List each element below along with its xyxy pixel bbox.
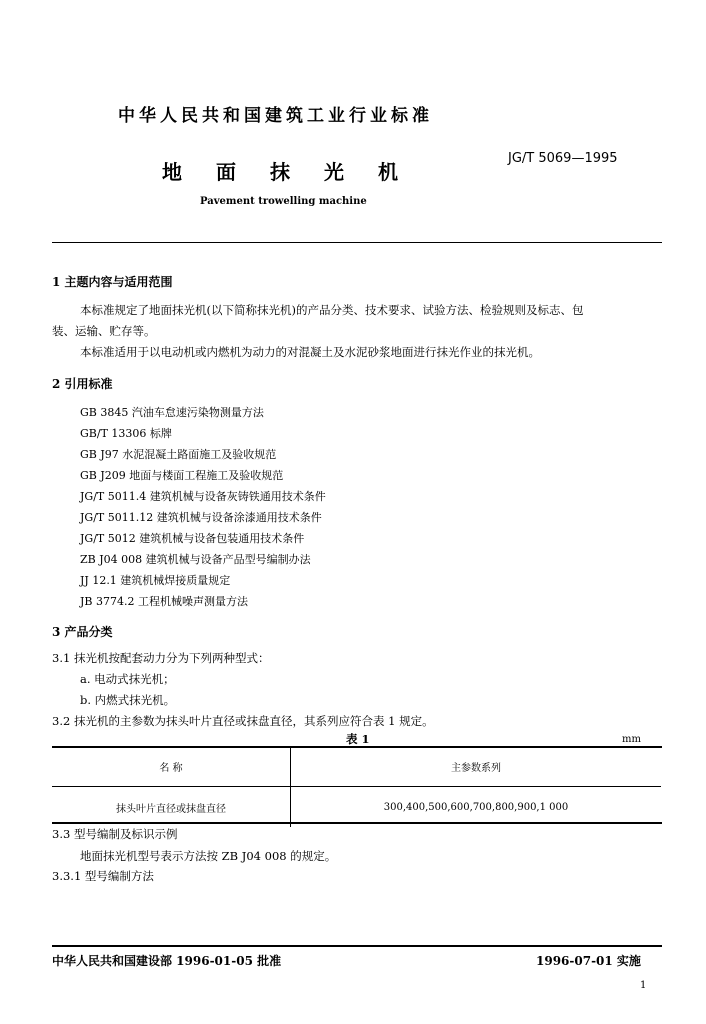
section-1-heading: 1 主题内容与适用范围 bbox=[52, 275, 173, 289]
reference-item: ZB J04 008 建筑机械与设备产品型号编制办法 bbox=[80, 553, 311, 566]
reference-item: JB 3774.2 工程机械噪声测量方法 bbox=[80, 595, 248, 608]
issuing-org-header: 中华人民共和国建筑工业行业标准 bbox=[118, 106, 433, 126]
clause-3-2: 3.2 抹光机的主参数为抹头叶片直径或抹盘直径，其系列应符合表 1 规定。 bbox=[52, 714, 434, 728]
header-divider bbox=[52, 242, 662, 243]
approval-statement: 中华人民共和国建设部 1996-01-05 批准 bbox=[52, 954, 282, 968]
section-1-paragraph-1-line-2: 装、运输、贮存等。 bbox=[52, 324, 156, 338]
english-title: Pavement trowelling machine bbox=[200, 196, 367, 207]
section-3-heading: 3 产品分类 bbox=[52, 625, 113, 639]
reference-item: JG/T 5011.12 建筑机械与设备涂漆通用技术条件 bbox=[80, 511, 322, 524]
page-number: 1 bbox=[640, 980, 647, 991]
section-2-heading: 2 引用标准 bbox=[52, 377, 113, 391]
table-header-row bbox=[52, 746, 661, 787]
table-row bbox=[52, 787, 661, 828]
clause-3-1: 3.1 抹光机按配套动力分为下列两种型式： bbox=[52, 651, 270, 665]
reference-item: JG/T 5011.4 建筑机械与设备灰铸铁通用技术条件 bbox=[80, 490, 326, 503]
reference-item: GB J97 水泥混凝土路面施工及验收规范 bbox=[80, 448, 277, 461]
parameter-table bbox=[52, 746, 661, 827]
implementation-date: 1996-07-01 实施 bbox=[536, 954, 641, 968]
table-header-name: 名 称 bbox=[52, 746, 291, 787]
table-caption: 表 1 bbox=[346, 732, 370, 746]
reference-item: GB/T 13306 标牌 bbox=[80, 427, 172, 440]
standard-code: JG/T 5069—1995 bbox=[508, 151, 618, 166]
reference-item: JJ 12.1 建筑机械焊接质量规定 bbox=[80, 574, 231, 587]
clause-3-3: 3.3 型号编制及标识示例 bbox=[52, 827, 178, 841]
clause-3-1-item-a: a. 电动式抹光机； bbox=[80, 672, 175, 686]
clause-3-3-paragraph: 地面抹光机型号表示方法按 ZB J04 008 的规定。 bbox=[80, 849, 337, 863]
table-cell-name: 抹头叶片直径或抹盘直径 bbox=[52, 787, 291, 828]
reference-item: JG/T 5012 建筑机械与设备包装通用技术条件 bbox=[80, 532, 305, 545]
reference-item: GB J209 地面与楼面工程施工及验收规范 bbox=[80, 469, 284, 482]
section-1-paragraph-2: 本标准适用于以电动机或内燃机为动力的对混凝土及水泥砂浆地面进行抹光作业的抹光机。 bbox=[80, 345, 540, 359]
clause-3-1-item-b: b. 内燃式抹光机。 bbox=[80, 693, 176, 707]
table-cell-series: 300,400,500,600,700,800,900,1 000 bbox=[383, 801, 569, 813]
reference-item: GB 3845 汽油车怠速污染物测量方法 bbox=[80, 406, 264, 419]
footer-divider bbox=[52, 945, 662, 947]
table-header-series: 主参数系列 bbox=[291, 746, 662, 787]
table-bottom-rule bbox=[52, 822, 662, 824]
section-1-paragraph-1-line-1: 本标准规定了地面抹光机(以下简称抹光机)的产品分类、技术要求、试验方法、检验规则及标志、包 bbox=[80, 303, 584, 317]
clause-3-3-1: 3.3.1 型号编制方法 bbox=[52, 869, 154, 883]
table-unit: mm bbox=[622, 734, 641, 745]
document-title: 地面抹光机 bbox=[162, 160, 432, 184]
